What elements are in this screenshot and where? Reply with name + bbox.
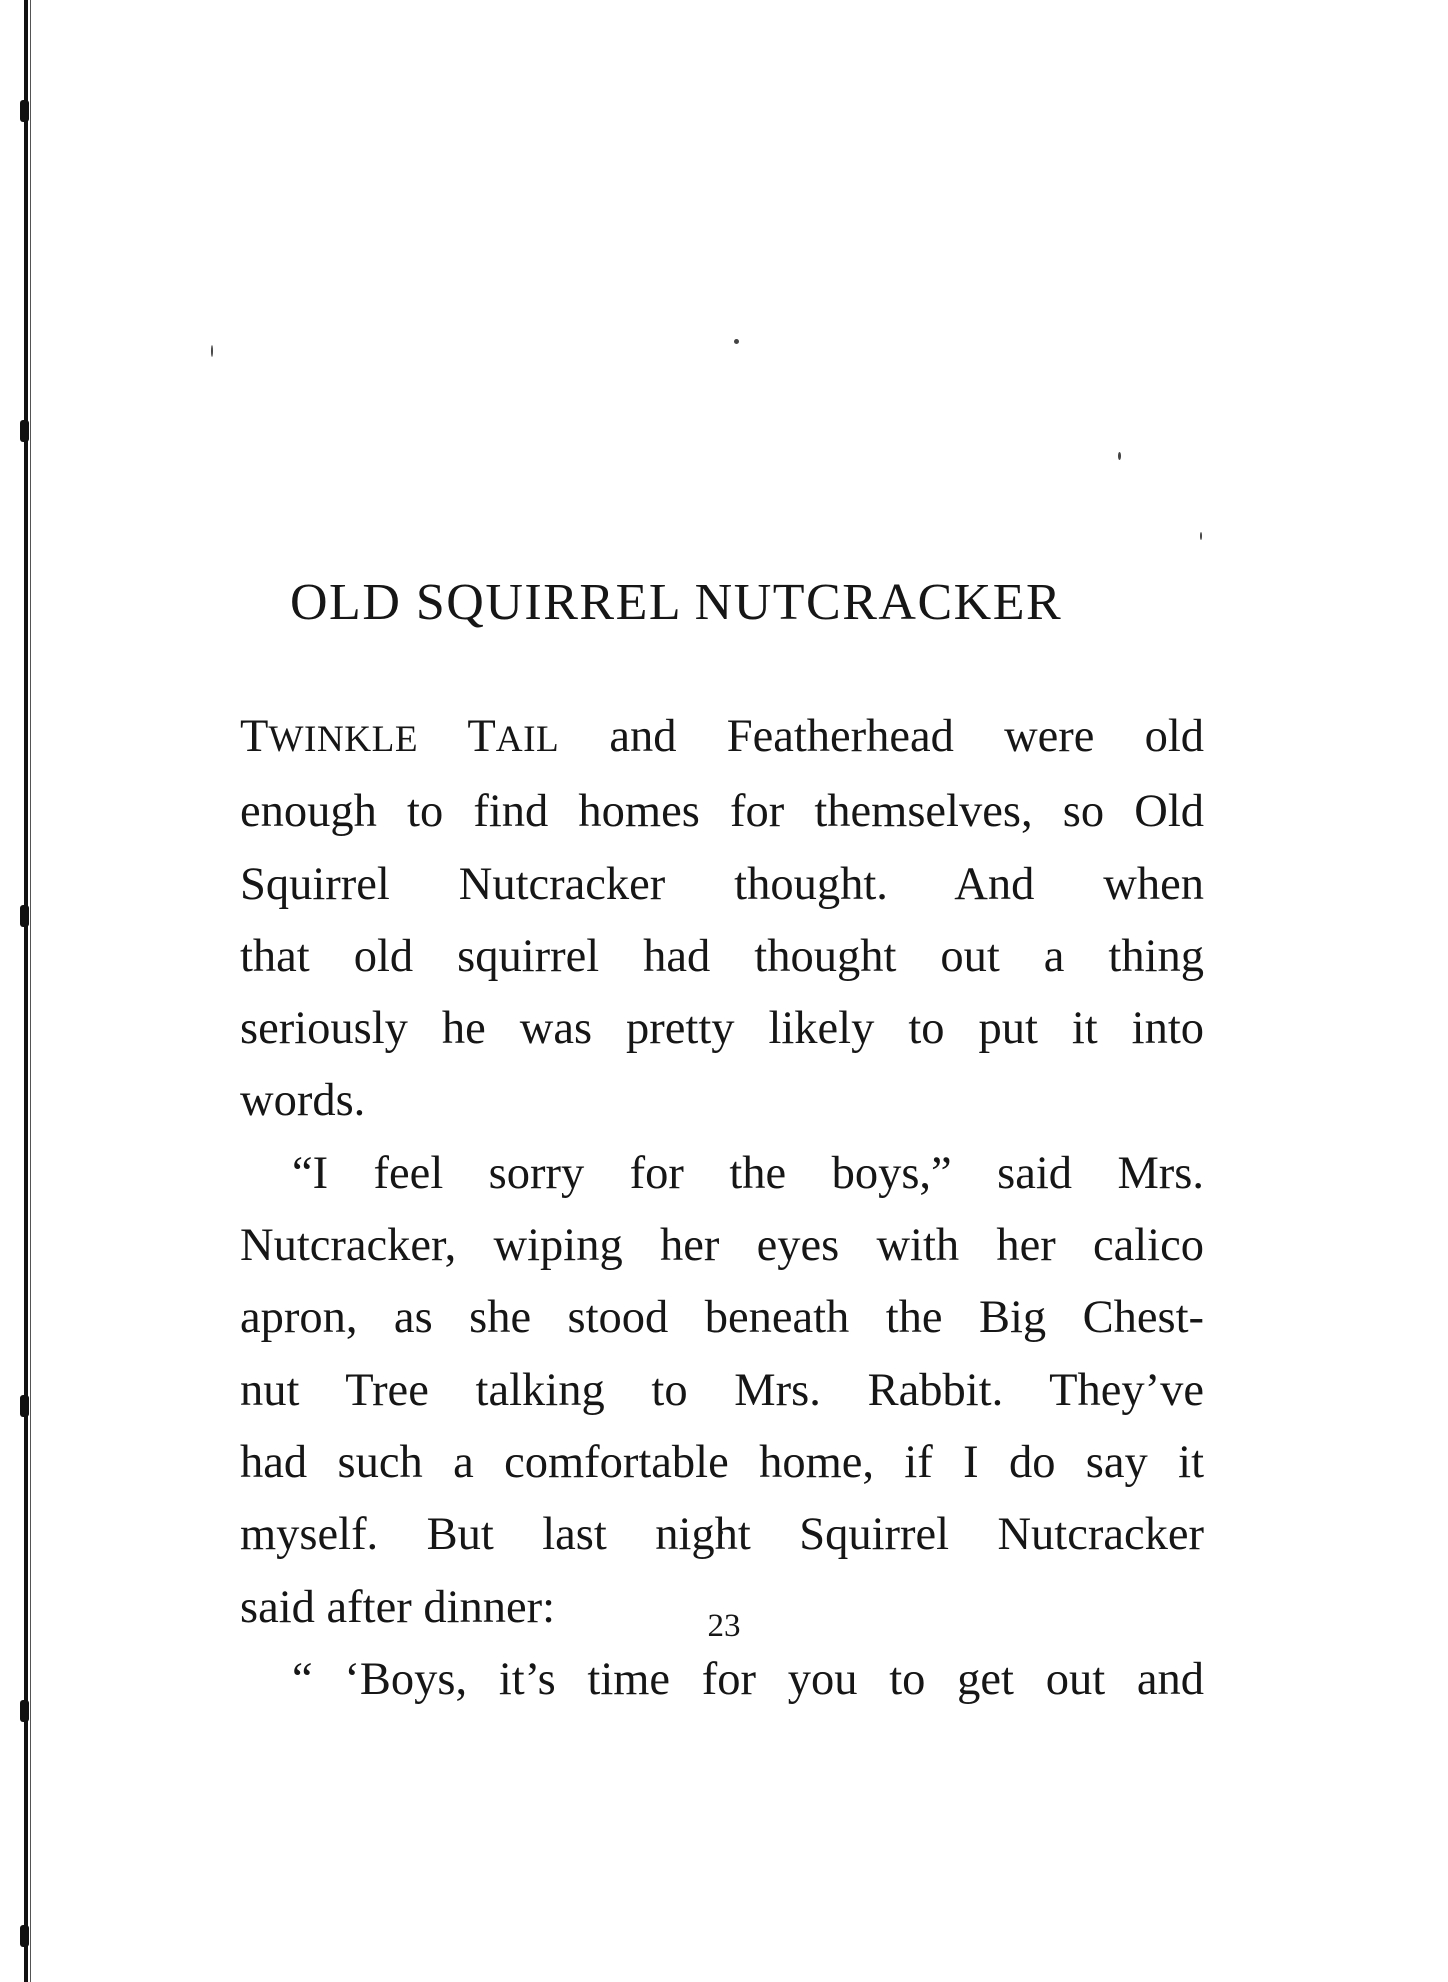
paragraph-line: that old squirrel had thought out a thing: [240, 930, 1204, 982]
paragraph-line: seriously he was pretty likely to put it into: [240, 1003, 1204, 1055]
paragraph-line: said after dinner:: [240, 1581, 556, 1633]
binding-mark: [20, 1700, 29, 1722]
paragraph-line: “ ‘Boys, it’s time for you to get out and: [292, 1653, 1204, 1705]
page-number: 23: [707, 1608, 741, 1644]
paragraph-line: myself. But last night Squirrel Nutcracker: [240, 1509, 1204, 1561]
binding-mark: [20, 1395, 29, 1417]
binding-mark: [20, 1925, 29, 1947]
binding-mark: [20, 905, 29, 927]
paragraph: [240, 701, 1204, 776]
page-binding-edge: [24, 0, 28, 1982]
paragraph-line: “I feel sorry for the boys,” said Mrs.: [292, 1147, 1204, 1199]
paragraph-line: apron, as she stood beneath the Big Chest-: [240, 1292, 1204, 1344]
paragraph-line: TWINKLE TAIL and Featherhead were old: [240, 711, 1204, 762]
paragraph-line: nut Tree talking to Mrs. Rabbit. They’ve: [240, 1364, 1204, 1416]
paragraph-line: had such a comfortable home, if I do say it: [240, 1436, 1204, 1488]
paragraph-line: words.: [240, 1075, 366, 1127]
scan-speck: [734, 339, 739, 344]
chapter-title: OLD SQUIRREL NUTCRACKER: [290, 574, 1063, 631]
scan-speck: [1200, 532, 1202, 540]
paragraph-line: Nutcracker, wiping her eyes with her calico: [240, 1220, 1204, 1272]
page-binding-shadow: [30, 0, 31, 1982]
scan-speck: [1118, 452, 1121, 460]
scan-speck: [211, 345, 213, 357]
binding-mark: [20, 100, 29, 122]
paragraph-line: Squirrel Nutcracker thought. And when: [240, 858, 1204, 910]
paragraph-line: enough to find homes for themselves, so Old: [240, 786, 1204, 838]
binding-mark: [20, 420, 29, 442]
body-text: [240, 701, 1204, 1716]
